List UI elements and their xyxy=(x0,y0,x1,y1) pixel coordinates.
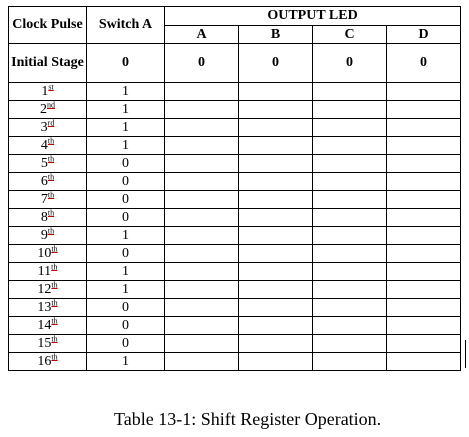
clock-pulse-cell xyxy=(9,119,87,137)
led-d-header: D xyxy=(387,26,461,44)
initial-stage-label: Initial Stage xyxy=(9,44,87,83)
led-d-cell xyxy=(387,119,461,137)
table-row xyxy=(9,227,461,245)
clock-pulse-cell xyxy=(9,281,87,299)
output-led-header: OUTPUT LED xyxy=(165,7,461,26)
page-edge-mark xyxy=(465,340,469,368)
led-c-cell xyxy=(313,191,387,209)
switch-a-cell: 1 xyxy=(87,137,165,155)
led-a-cell xyxy=(165,353,239,371)
table-row xyxy=(9,101,461,119)
pulse-number: 9 xyxy=(40,227,48,243)
pulse-ordinal-suffix: th xyxy=(47,207,55,217)
clock-pulse-cell xyxy=(9,173,87,191)
clock-pulse-cell xyxy=(9,353,87,371)
clock-pulse-cell xyxy=(9,245,87,263)
switch-a-cell: 1 xyxy=(87,281,165,299)
pulse-number: 1 xyxy=(41,83,49,99)
led-c-cell xyxy=(313,263,387,281)
pulse-ordinal-suffix: th xyxy=(51,315,58,325)
clock-pulse-cell xyxy=(9,317,87,335)
led-c-cell xyxy=(313,353,387,371)
led-b-cell xyxy=(239,227,313,245)
led-d-cell xyxy=(387,209,461,227)
pulse-ordinal-suffix: th xyxy=(47,189,55,199)
clock-pulse-cell xyxy=(9,209,87,227)
pulse-ordinal-suffix: th xyxy=(47,171,55,181)
pulse-ordinal-suffix: nd xyxy=(47,99,55,109)
table-row xyxy=(9,83,461,101)
led-a-cell xyxy=(165,335,239,353)
led-b-cell xyxy=(239,335,313,353)
clock-pulse-cell xyxy=(9,101,87,119)
led-d-cell xyxy=(387,137,461,155)
pulse-ordinal-suffix: th xyxy=(51,243,58,253)
table-row xyxy=(9,335,461,353)
led-b-cell xyxy=(239,317,313,335)
led-c-cell xyxy=(313,227,387,245)
led-c-cell xyxy=(313,155,387,173)
pulse-number: 3 xyxy=(40,119,48,135)
table-row xyxy=(9,155,461,173)
led-a-cell xyxy=(165,263,239,281)
pulse-number: 15 xyxy=(37,335,52,351)
led-a-cell xyxy=(165,155,239,173)
led-c-cell xyxy=(313,281,387,299)
switch-a-cell: 1 xyxy=(87,353,165,371)
led-d-cell xyxy=(387,155,461,173)
initial-led-d: 0 xyxy=(387,44,461,83)
table-row xyxy=(9,353,461,371)
led-c-cell xyxy=(313,101,387,119)
led-d-cell xyxy=(387,227,461,245)
switch-a-cell: 0 xyxy=(87,209,165,227)
switch-a-cell: 0 xyxy=(87,317,165,335)
led-a-cell xyxy=(165,137,239,155)
table-row xyxy=(9,245,461,263)
initial-stage-row xyxy=(9,44,461,83)
led-b-cell xyxy=(239,299,313,317)
pulse-ordinal-suffix: th xyxy=(51,279,58,289)
clock-pulse-cell xyxy=(9,263,87,281)
led-d-cell xyxy=(387,173,461,191)
led-a-header: A xyxy=(165,26,239,44)
table-row xyxy=(9,281,461,299)
clock-pulse-cell xyxy=(9,335,87,353)
led-b-cell xyxy=(239,353,313,371)
led-c-cell xyxy=(313,119,387,137)
table-row xyxy=(9,317,461,335)
pulse-number: 8 xyxy=(40,209,48,225)
switch-a-cell: 1 xyxy=(87,101,165,119)
led-d-cell xyxy=(387,299,461,317)
pulse-number: 16 xyxy=(37,353,52,369)
pulse-ordinal-suffix: th xyxy=(47,153,55,163)
led-a-cell xyxy=(165,209,239,227)
led-d-cell xyxy=(387,191,461,209)
led-b-cell xyxy=(239,191,313,209)
table-row xyxy=(9,191,461,209)
led-c-cell xyxy=(313,209,387,227)
led-d-cell xyxy=(387,335,461,353)
pulse-number: 5 xyxy=(40,155,48,171)
led-b-cell xyxy=(239,209,313,227)
shift-register-table xyxy=(8,6,461,371)
pulse-number: 13 xyxy=(37,299,52,315)
led-b-header: B xyxy=(239,26,313,44)
clock-pulse-cell xyxy=(9,155,87,173)
led-b-cell xyxy=(239,101,313,119)
pulse-number: 10 xyxy=(37,245,52,261)
switch-a-cell: 1 xyxy=(87,119,165,137)
led-d-cell xyxy=(387,281,461,299)
pulse-number: 11 xyxy=(37,263,52,279)
switch-a-header: Switch A xyxy=(87,7,165,44)
led-a-cell xyxy=(165,281,239,299)
pulse-ordinal-suffix: th xyxy=(47,135,55,145)
pulse-number: 14 xyxy=(37,317,52,333)
clock-pulse-cell xyxy=(9,191,87,209)
led-b-cell xyxy=(239,263,313,281)
led-b-cell xyxy=(239,119,313,137)
switch-a-cell: 1 xyxy=(87,83,165,101)
clock-pulse-header: Clock Pulse xyxy=(9,7,87,44)
led-a-cell xyxy=(165,227,239,245)
table-row xyxy=(9,119,461,137)
switch-a-cell: 1 xyxy=(87,263,165,281)
switch-a-cell: 1 xyxy=(87,227,165,245)
led-c-cell xyxy=(313,137,387,155)
switch-a-cell: 0 xyxy=(87,245,165,263)
table-row xyxy=(9,299,461,317)
led-d-cell xyxy=(387,353,461,371)
table-caption: Table 13-1: Shift Register Operation. xyxy=(114,409,382,429)
led-c-cell xyxy=(313,317,387,335)
clock-pulse-cell xyxy=(9,299,87,317)
table-row xyxy=(9,209,461,227)
clock-pulse-cell xyxy=(9,227,87,245)
led-a-cell xyxy=(165,245,239,263)
switch-a-cell: 0 xyxy=(87,173,165,191)
table-row xyxy=(9,173,461,191)
led-d-cell xyxy=(387,101,461,119)
led-d-cell xyxy=(387,83,461,101)
pulse-ordinal-suffix: th xyxy=(51,261,58,271)
initial-switch-value: 0 xyxy=(87,44,165,83)
initial-led-b: 0 xyxy=(239,44,313,83)
led-b-cell xyxy=(239,155,313,173)
led-d-cell xyxy=(387,245,461,263)
pulse-ordinal-suffix: th xyxy=(47,225,55,235)
led-a-cell xyxy=(165,299,239,317)
switch-a-cell: 0 xyxy=(87,191,165,209)
pulse-number: 4 xyxy=(40,137,48,153)
pulse-ordinal-suffix: st xyxy=(48,81,54,91)
led-b-cell xyxy=(239,173,313,191)
led-b-cell xyxy=(239,245,313,263)
led-a-cell xyxy=(165,83,239,101)
switch-a-cell: 0 xyxy=(87,335,165,353)
switch-a-cell: 0 xyxy=(87,155,165,173)
pulse-ordinal-suffix: rd xyxy=(47,117,55,127)
switch-a-cell: 0 xyxy=(87,299,165,317)
pulse-number: 2 xyxy=(40,101,47,117)
led-b-cell xyxy=(239,83,313,101)
pulse-ordinal-suffix: th xyxy=(51,333,58,343)
led-a-cell xyxy=(165,119,239,137)
led-c-cell xyxy=(313,173,387,191)
pulse-number: 12 xyxy=(37,281,52,297)
pulse-ordinal-suffix: th xyxy=(51,297,58,307)
led-c-cell xyxy=(313,83,387,101)
led-c-cell xyxy=(313,299,387,317)
initial-led-c: 0 xyxy=(313,44,387,83)
pulse-number: 7 xyxy=(40,191,48,207)
led-c-header: C xyxy=(313,26,387,44)
led-c-cell xyxy=(313,335,387,353)
initial-led-a: 0 xyxy=(165,44,239,83)
led-b-cell xyxy=(239,281,313,299)
led-d-cell xyxy=(387,263,461,281)
led-b-cell xyxy=(239,137,313,155)
led-a-cell xyxy=(165,173,239,191)
table-row xyxy=(9,137,461,155)
table-row xyxy=(9,263,461,281)
led-a-cell xyxy=(165,191,239,209)
clock-pulse-cell xyxy=(9,137,87,155)
led-c-cell xyxy=(313,245,387,263)
clock-pulse-cell xyxy=(9,83,87,101)
led-a-cell xyxy=(165,101,239,119)
pulse-number: 6 xyxy=(40,173,48,189)
pulse-ordinal-suffix: th xyxy=(51,351,58,361)
led-a-cell xyxy=(165,317,239,335)
led-d-cell xyxy=(387,317,461,335)
